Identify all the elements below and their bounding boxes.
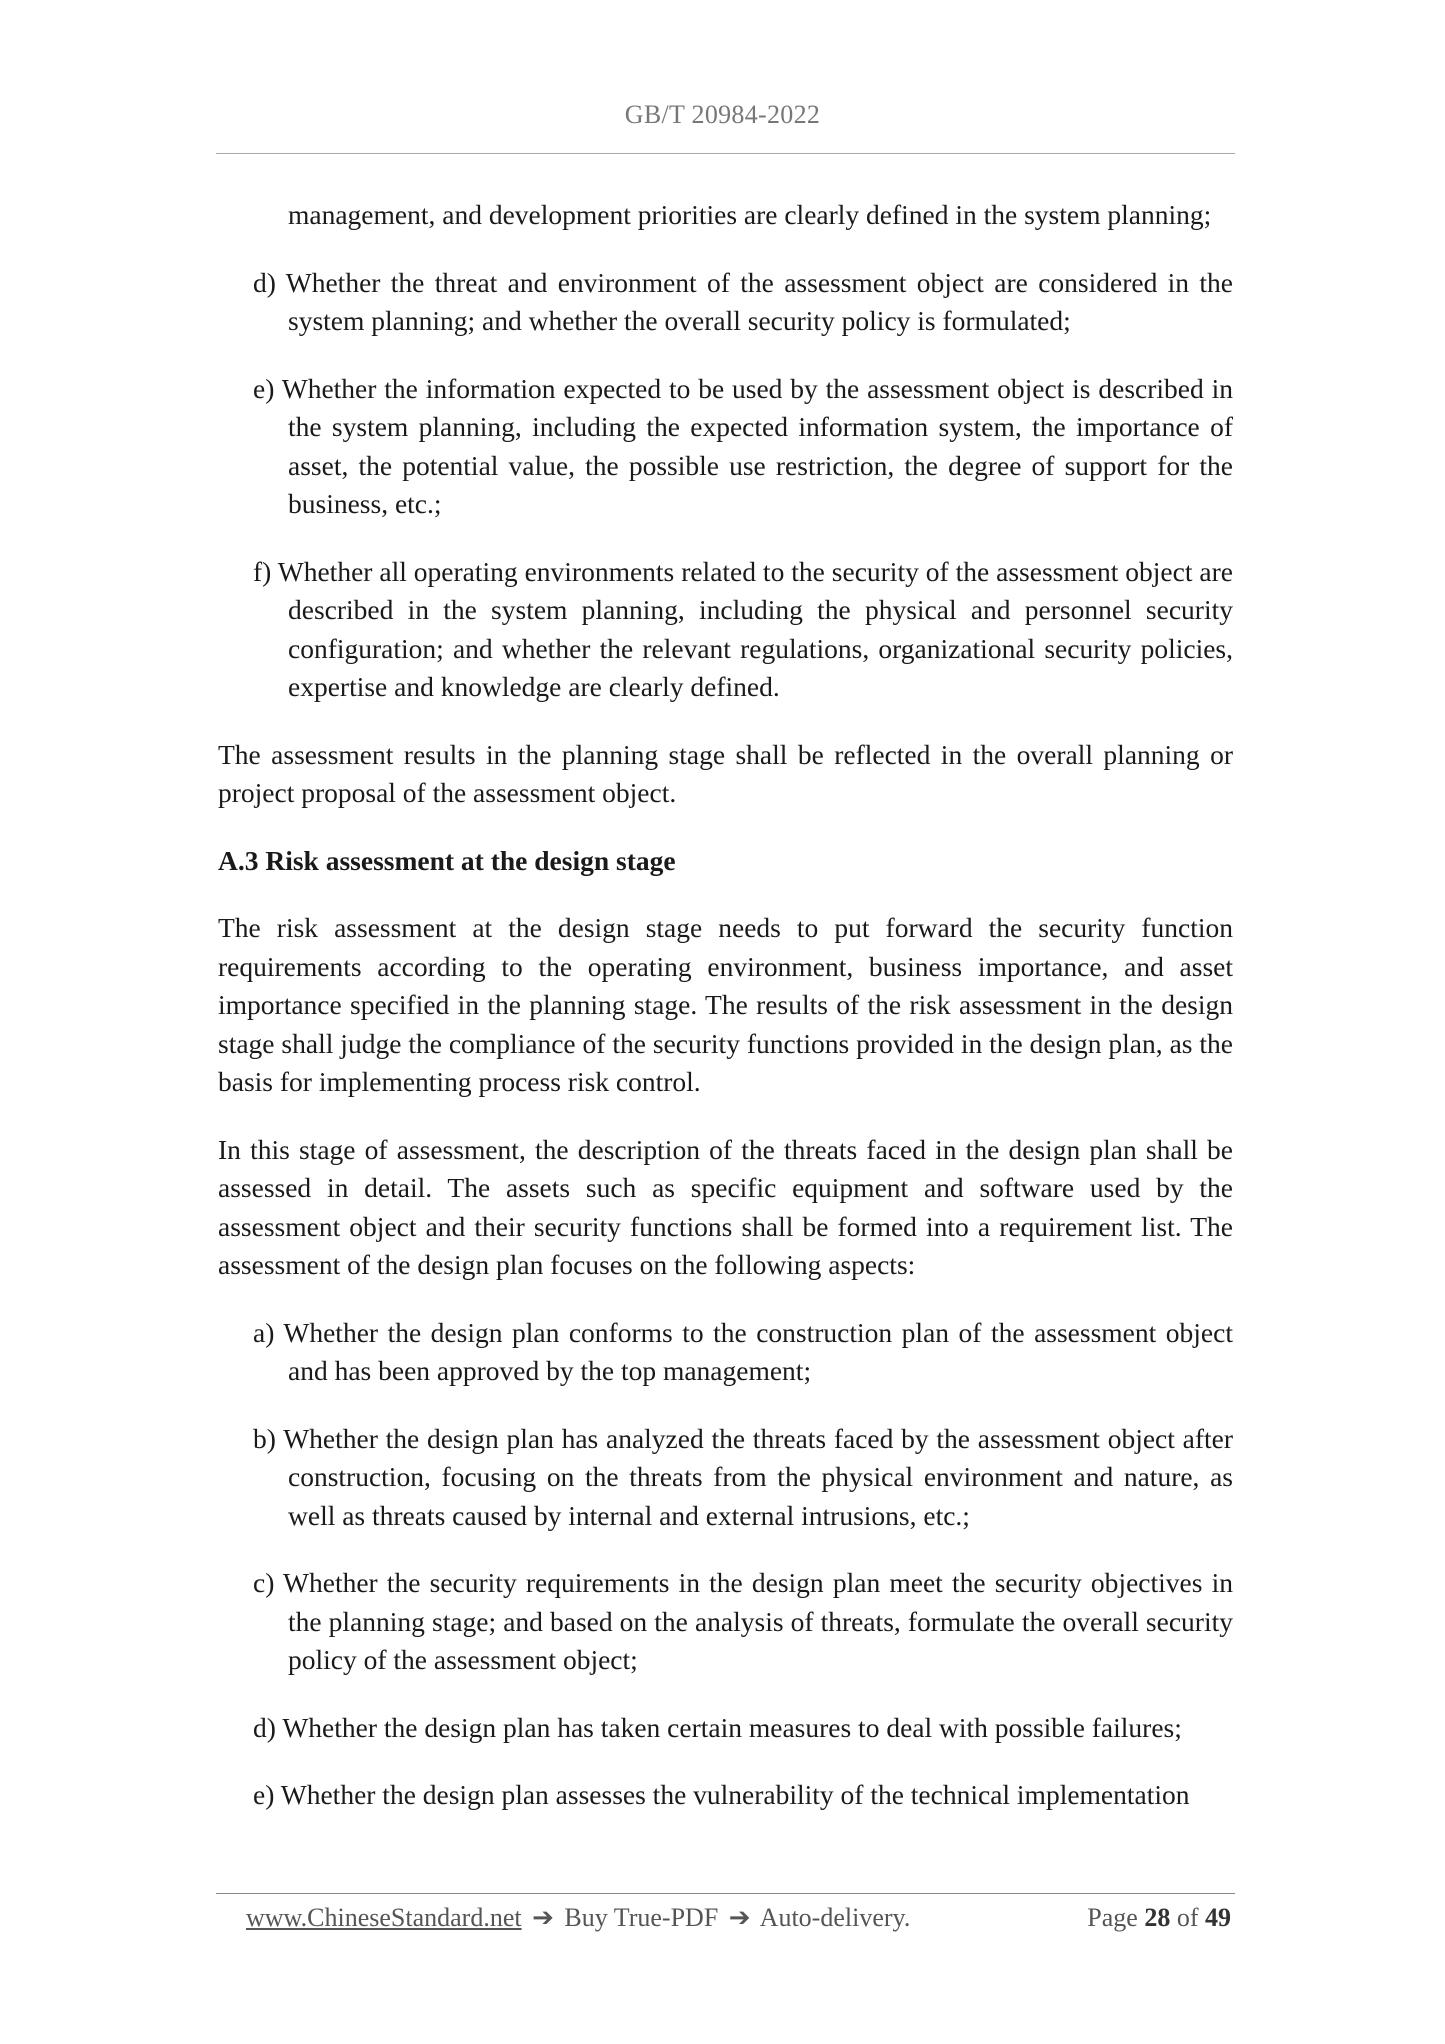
list-label: d) (253, 266, 276, 298)
header-divider (216, 153, 1235, 154)
design-paragraph-1: The risk assessment at the design stage needs to put forward the security function requirements according to the operating environment, business importance, and asset importance specified in the planning stage. The results of the risk assessment in the design stage shall judge the compliance of the security functions provided in the design plan, as the basis for implementing process risk control. (218, 912, 1233, 1097)
list-text: Whether the design plan conforms to the construction plan of the assessment object and has been approved by the top management; (283, 1316, 1233, 1386)
section-heading: A.3 Risk assessment at the design stage (218, 844, 676, 876)
page-content (218, 196, 1233, 1844)
arrow-right-icon: ➔ (532, 1903, 554, 1932)
design-list-item-a (218, 1314, 1233, 1391)
site-link[interactable]: www.ChineseStandard.net (246, 1903, 522, 1932)
footer-divider (216, 1893, 1235, 1894)
total-pages: 49 (1205, 1903, 1231, 1932)
list-label: c) (253, 1567, 275, 1598)
list-label: e) (253, 372, 275, 404)
list-label: e) (253, 1779, 275, 1810)
footer-promo (246, 1898, 910, 1938)
list-label: b) (253, 1422, 276, 1454)
list-text: Whether the design plan has analyzed the threats faced by the assessment object after construction, focusing on the threats from the physical environment and nature, as well as threats caused by internal and external intrusions, etc.; (283, 1422, 1233, 1531)
design-list-item-b (218, 1420, 1233, 1536)
arrow-right-icon: ➔ (728, 1903, 751, 1932)
list-text: Whether the threat and environment of the assessment object are considered in the system planning; and whether the overall security policy is formulated; (285, 266, 1233, 336)
list-text: Whether all operating environments related to the security of the assessment object are described in the system planning, including the physical and personnel security configuration; and whether the relevant regulations, organizational security policies, expertise and knowledge are clearly defined. (277, 555, 1233, 702)
page-number: 28 (1144, 1903, 1171, 1932)
of-word: of (1176, 1903, 1199, 1932)
standard-code: GB/T 20984-2022 (624, 100, 821, 129)
planning-list-item-f (218, 553, 1233, 707)
list-text: Whether the information expected to be used by the assessment object is described in the system planning, including the expected information system, the importance of asset, the potential value, the possible use restriction, the degree of support for the business, etc.; (281, 372, 1233, 519)
list-label: f) (253, 555, 272, 587)
planning-result-paragraph: The assessment results in the planning stage shall be reflected in the overall planning or project proposal of the assessment object. (218, 738, 1233, 808)
planning-list-item-e (218, 370, 1233, 524)
design-list-item-d (218, 1709, 1233, 1748)
page-header (0, 100, 1445, 130)
list-text: Whether the security requirements in the design plan meet the security objectives in the planning stage; and based on the analysis of threats, formulate the overall security policy of the assessment object; (283, 1567, 1233, 1675)
list-text: Whether the design plan assesses the vulnerability of the technical implementation (280, 1779, 1190, 1810)
list-label: d) (253, 1711, 276, 1743)
delivery-text: Auto-delivery. (759, 1903, 911, 1932)
planning-list-item-d (218, 264, 1233, 341)
design-list-item-c (218, 1564, 1233, 1680)
design-paragraph-2: In this stage of assessment, the description of the threats faced in the design plan shall be assessed in detail. The assets such as specific equipment and software used by the assessment object and their security functions shall be formed into a requirement list. The assessment of the design plan focuses on the following aspects: (218, 1133, 1233, 1280)
list-label: a) (253, 1316, 275, 1348)
list-text: Whether the design plan has taken certain measures to deal with possible failures; (282, 1711, 1182, 1743)
page-indicator (1087, 1898, 1231, 1938)
continued-paragraph: management, and development priorities are clearly defined in the system planning; (288, 199, 1212, 230)
buy-text: Buy True-PDF (564, 1903, 719, 1932)
page-word: Page (1087, 1903, 1138, 1932)
design-list-item-e (218, 1776, 1233, 1815)
